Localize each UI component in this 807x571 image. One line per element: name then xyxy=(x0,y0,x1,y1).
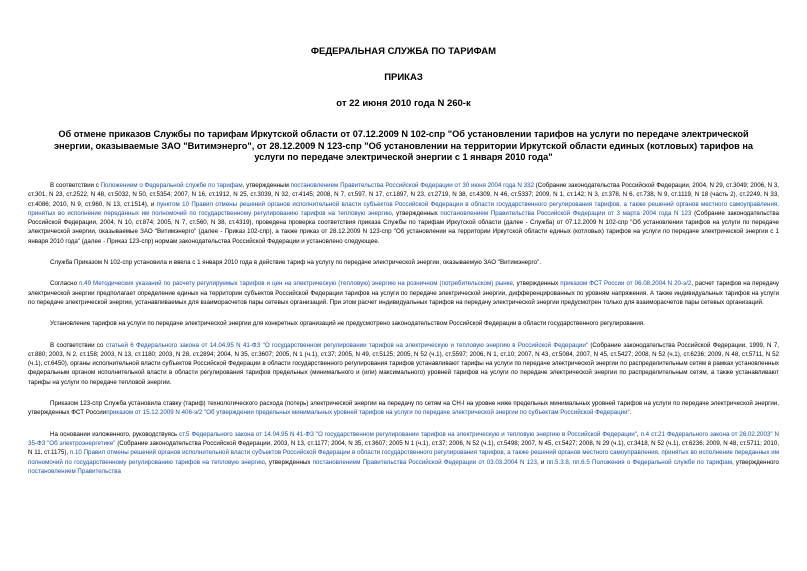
link-order-20e2[interactable]: приказом ФСТ России от 06.08.2004 N 20-э/2 xyxy=(560,280,692,288)
link-rules-p10[interactable]: п.10 Правил отмены решений органов исполнительной власти субъектов Российской Федерации в области государственного регулирования тарифов, а также решений органов местного самоуправления, принятых во исполнение переданных им полномочий по государственному регулированию тарифов на тепловую энергию xyxy=(28,449,780,466)
text: (Собрание законодательства Российской Федерации, 2004, N 10, ст.874; 2005, N 7, ст.560, N 38, ст.4319), проведена проверка соответствия приказа Службы по тарифам Иркутской области (далее - Служба) от 07.12.2009 N 102-спр "Об установлении тарифов на услуги по передаче электрической энергии, оказываемые ЗАО "Витимэнерго" (далее - Приказ 102-спр), а также приказ от 28.12.2009 N 123-спр "Об установлении на территории Иркутской области единых (котловых) тарифов на услуги по передаче электрической энергии с 1 января 2010 года" (далее - Приказ 123-спр) нормам законодательства Российской Федерации и установлено следующее. xyxy=(28,209,780,245)
doc-type-heading: ПРИКАЗ xyxy=(384,72,423,83)
link-regulation-fst[interactable]: Положением о Федеральной службе по тарифам xyxy=(100,182,243,189)
link-rules-p10[interactable]: пунктом 10 Правил отмены решений органов исполнительной власти субъектов Российской Федерации в области государственного регулирования тарифов, а также решений органов местного самоуправления, принятых во исполнение переданных им полномочий по государственному регулированию тарифов на тепловую энергию xyxy=(28,200,780,217)
paragraph-2 xyxy=(28,258,779,267)
link-law-41fz-art5[interactable]: ст.5 Федерального закона от 14.04.95 N 41-ФЗ "О государственном регулировании тарифов на электрическую и тепловую энергию в Российской Федерации" xyxy=(179,430,637,438)
paragraph-7 xyxy=(28,430,779,476)
link-decree-123[interactable]: постановлением Правительства Российской Федерации от 03.03.2004 N 123 xyxy=(312,458,537,466)
text: Приказом 123-спр Служба установила ставку (тариф) технологического расхода (потерь) электрической энергии на передачу по сетям на СН-I на уровне ниже предельных минимальных уровней тарифов на услуги по передаче электрической энергии, утвержденных ФСТ России xyxy=(28,400,779,417)
paragraph-4 xyxy=(28,319,779,328)
text: В соответствии с xyxy=(50,182,101,189)
link-decree-332[interactable]: постановлением Правительства Российской Федерации от 30 июня 2004 года N 332 xyxy=(290,182,534,189)
link-law-35fz[interactable]: п.4 ст.21 Федерального закона от 26.02.2003" N 35-ФЗ "Об электроэнергетике" xyxy=(28,430,779,447)
text: На основании изложенного, руководствуясь xyxy=(50,430,180,438)
document-body xyxy=(28,181,779,488)
text: Установление тарифов на услуги по передаче электрической энергии для конкретных организаций не предусмотрено законодательством Российской Федерации в области государственного регулирования. xyxy=(50,320,645,328)
text: (Собрание законодательства Российской Федерации, 2004, N 29, ст.3049; 2006, N 3, ст.301, N 23, ст.2522, N 48, ст.5032, N 50, ст.5354; 2007, N 16, ст.1912, N 25, ст.3039, N 32, ст.4145; 2008, N 7, ст.597, N 17, ст.1897, N 23, ст.2719, N 38, ст.4309, N 46, ст.5337; 2009, N 1, ст.142; N 3, ст.378, N 6, ст.738, N 9, ст.1119, N 18 (часть 2), ст.2249, N 33, ст.4086; 2010, N 9, ст.960, N 13, ст.1514), и xyxy=(28,182,779,208)
text: , расчет тарифов на передачу электрической энергии предполагает определение единых на территории субъектов Российской Федерации тарифов на услуги по передаче электрической энергии, дифференцированных по уровням напряжения. А также индивидуальных тарифов на услуги по передаче электрической энергии, устанавливаемых для взаиморасчетов пары сетевых организаций. При этом расчет индивидуальных тарифов на передачу электрической энергии предусмотрен только для взаиморасчетов пары сетевых организаций. xyxy=(28,280,779,306)
text: (Собрание законодательства Российской Федерации, 2003, N 13, ст.1177; 2004, N 35, ст.3607; 2005 N 1 (ч.1), ст.37; 2006, N 52 (ч.1), ст.5498; 2007, N 45, ст.5427; 2008, N 29 (ч.1), ст.3418, N 52 (ч.1), ст.6236; 2009, N 48, ст.5711; 2010, N 11, ст.1175), xyxy=(28,439,779,457)
text: Служба Приказом N 102-спр установила и ввела с 1 января 2010 года в действие тариф на услугу по передаче электрической энергии, оказываемую ЗАО "Витимэнерго". xyxy=(50,259,542,267)
document-title: Об отмене приказов Службы по тарифам Иркутской области от 07.12.2009 N 102-спр "Об установлении тарифов на услуги по передаче электрической энергии, оказываемые ЗАО "Витимэнерго", от 28.12.2009 N 123-спр "Об установлении на территории Иркутской области единых (котловых) тарифов на услуги по передаче электрической энергии с 1 января 2010 года" xyxy=(53,129,754,162)
text: В соответствии со xyxy=(50,341,106,349)
text: (Собрание законодательства Российской Федерации, 1999, N 7, ст.880; 2003, N 2, ст.158; 2003, N 13, ст.1180; 2003, N 28, ст.2894; 2004, N 35, ст.3607; 2005, N 1 (ч.1), ст.37; 2005, N 49, ст.5125; 2005, N 52 (ч.1), ст.5597; 2006, N 1, ст.10; 2007, N 43, ст.5084, 2007, N 45, ст.5427; 2008, N 52 (ч.1), ст.6236; 2009, N 48, ст.5711, N 52 (ч.1), ст.6450), органы исполнительной власти субъектов Российской Федерации в области государственного регулирования тарифов устанавливают тарифы на услуги по передаче электрической энергии по распределительным сетям в рамках установленных федеральным органом исполнительной власти в области регулирования тарифов предельных (минимального и (или) максимального) уровней тарифов на услуги по передаче электрической энергии по распределительным сетям, а также устанавливают тарифы на услуги по передаче тепловой энергии. xyxy=(28,341,779,386)
date-number-heading: от 22 июня 2010 года N 260-к xyxy=(336,98,471,109)
paragraph-5 xyxy=(28,341,779,387)
link-methodical-p49[interactable]: п.49 Методических указаний по расчету регулируемых тарифов и цен на электрическую (тепловую) энергию на розничном (потребительском) рынке xyxy=(79,280,513,288)
paragraph-6 xyxy=(28,399,779,418)
paragraph-3 xyxy=(28,279,779,307)
text: , утвержденных xyxy=(391,209,441,217)
text: , утвержденного xyxy=(731,458,779,466)
text: , утвержденным xyxy=(242,182,291,189)
link-government-decree[interactable]: постановлением Правительства xyxy=(28,467,121,475)
link-decree-123[interactable]: постановлением Правительства Российской Федерации от 3 марта 2004 года N 123 xyxy=(440,209,692,217)
agency-heading: ФЕДЕРАЛЬНАЯ СЛУЖБА ПО ТАРИФАМ xyxy=(310,46,497,57)
text: , и xyxy=(536,458,547,466)
text: . xyxy=(629,409,632,417)
link-law-41fz-art6[interactable]: статьей 6 Федерального закона от 14.04.95 N 41-ФЗ "О государственном регулировании тарифов на электрическую и тепловую энергию в Российской Федерации" xyxy=(105,341,589,349)
text: Согласно xyxy=(50,280,80,288)
text: , утвержденных xyxy=(512,280,561,288)
paragraph-1 xyxy=(28,181,779,246)
link-regulation-fst-items[interactable]: пп.5.3.8, пп.6.5 Положения о Федеральной службе по тарифам xyxy=(546,458,732,466)
text: , утвержденных xyxy=(264,458,313,466)
link-order-406e2[interactable]: приказом от 15.12.2009 N 406-э/2 "Об утверждении предельных минимальных уровней тарифов на услуги по передаче электрической энергии по субъектам Российской Федерации" xyxy=(106,409,630,417)
text: , xyxy=(636,430,641,438)
